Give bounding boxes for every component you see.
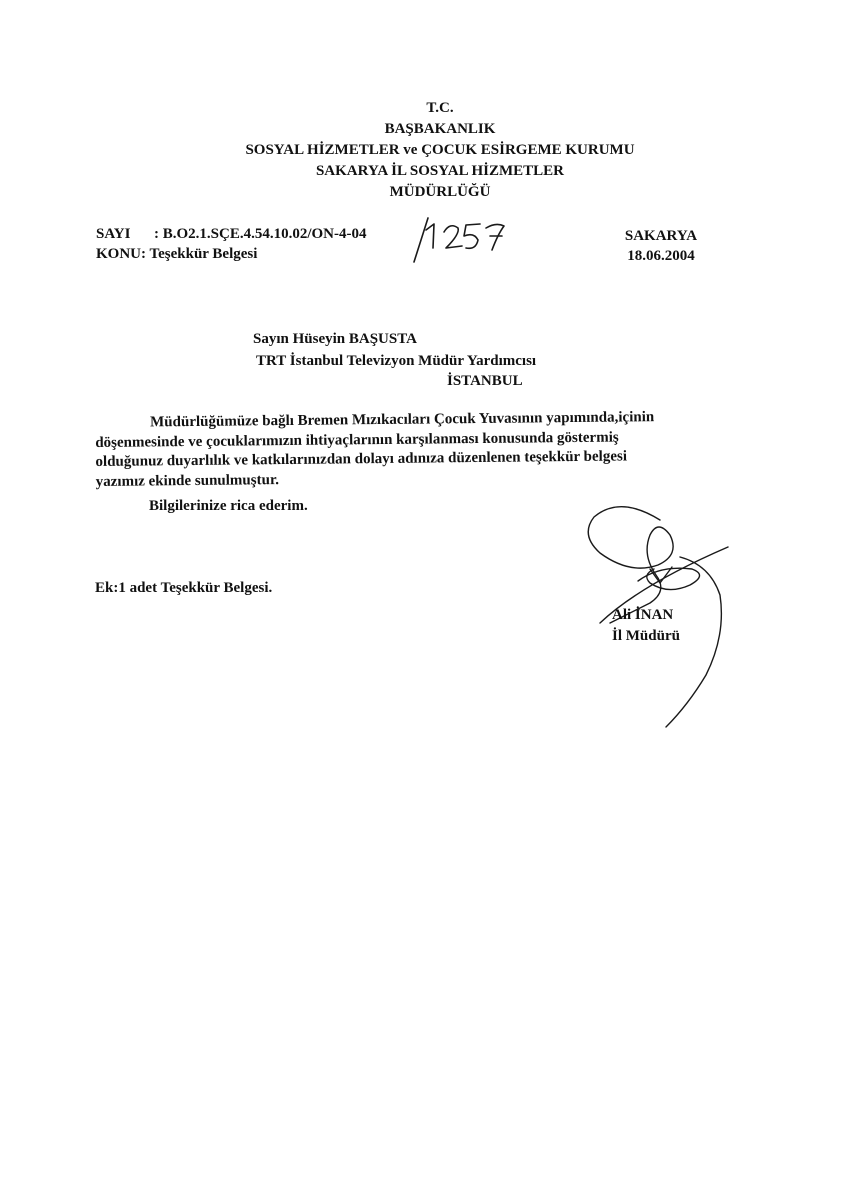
reference-block [96, 224, 367, 264]
body-line-4: yazımız ekinde sunulmuştur. [95, 471, 280, 490]
recipient-city: İSTANBUL [447, 373, 523, 389]
recipient-title: TRT İstanbul Televizyon Müdür Yardımcısı [256, 353, 537, 369]
signer-name: Ali İNAN [612, 607, 674, 623]
body-line-2: döşenmesinde ve çocuklarımızın ihtiyaçlarının karşılanması konusunda göstermiş [95, 429, 619, 451]
sayi-label: SAYI [96, 226, 131, 242]
header-line-directorate: MÜDÜRLÜĞÜ [389, 184, 491, 200]
konu-label: KONU: [96, 246, 146, 262]
attachment-note: Ek:1 adet Teşekkür Belgesi. [95, 580, 273, 596]
date-label: 18.06.2004 [627, 248, 695, 264]
signer-block [612, 605, 680, 647]
header-line-province: SAKARYA İL SOSYAL HİZMETLER [315, 163, 565, 179]
body-line-1: Müdürlüğümüze bağlı Bremen Mızıkacıları Çocuk Yuvasının yapımında,içinin [150, 409, 655, 431]
closing-line: Bilgilerinize rica ederim. [149, 498, 308, 514]
signer-title: İl Müdürü [612, 628, 680, 644]
sayi-value: : B.O2.1.SÇE.4.54.10.02/ON-4-04 [154, 226, 367, 242]
city-label: SAKARYA [624, 228, 698, 244]
recipient-name: Sayın Hüseyin BAŞUSTA [253, 331, 417, 347]
header-line-agency: SOSYAL HİZMETLER ve ÇOCUK ESİRGEME KURUMU [245, 142, 635, 158]
letterhead [180, 98, 700, 203]
place-date-block [606, 226, 716, 266]
body-line-3: olduğunuz duyarlılık ve katkılarınızdan dolayı adınıza düzenlenen teşekkür belgesi [95, 448, 628, 470]
header-line-ministry: BAŞBAKANLIK [384, 121, 496, 137]
handwritten-reference-number [408, 212, 518, 268]
letter-body [95, 407, 786, 492]
subject-row [96, 244, 367, 264]
reference-number-row [96, 224, 367, 244]
header-line-tc: T.C. [426, 100, 454, 116]
konu-value: Teşekkür Belgesi [149, 246, 258, 262]
